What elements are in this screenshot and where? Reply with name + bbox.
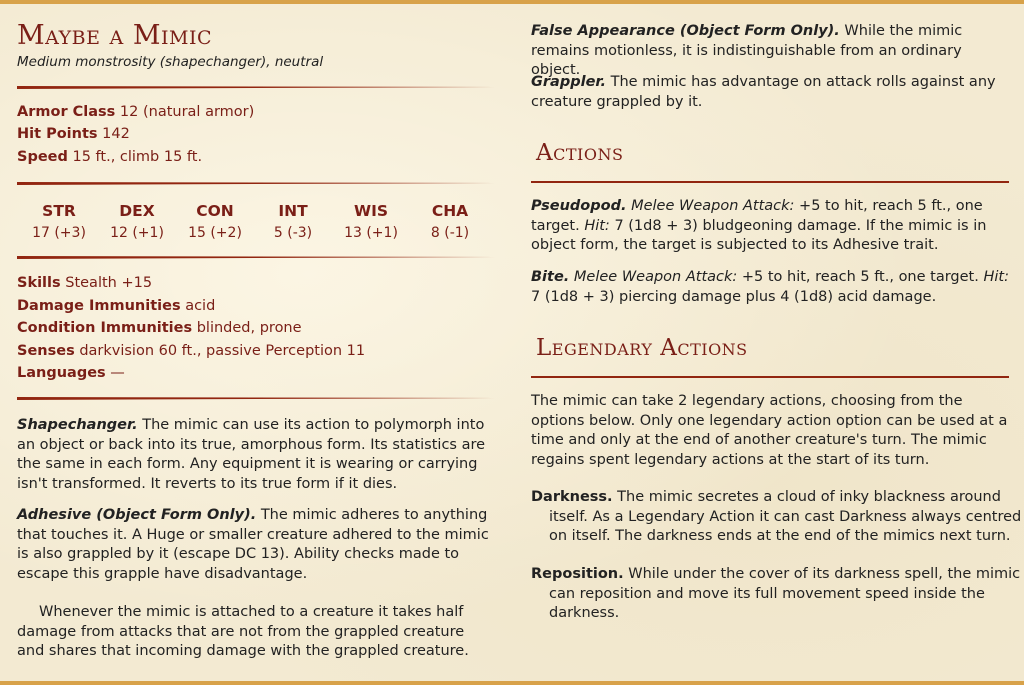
top-border — [0, 0, 1024, 4]
hit-points: Hit Points 142 — [17, 126, 130, 142]
condition-immunities: Condition Immunities blinded, prone — [17, 320, 302, 336]
divider — [17, 397, 495, 400]
monster-name: Maybe a Mimic — [17, 20, 213, 51]
trait-grappler: Grappler. The mimic has advantage on attack rolls against any creature grappled by it. — [531, 74, 996, 110]
legendary-darkness: Darkness. The mimic secretes a cloud of inky blackness around itself. As a Legendary Action it can cast Darkness always centred on itself. The darkness ends at the end of the mimics next turn. — [531, 489, 1022, 544]
bottom-border — [0, 681, 1024, 685]
armor-class: Armor Class 12 (natural armor) — [17, 104, 255, 120]
ability-int: INT 5 (-3) — [273, 202, 313, 241]
damage-immunities: Damage Immunities acid — [17, 298, 216, 314]
ability-dex: DEX 12 (+1) — [110, 202, 164, 241]
ability-cha: CHA 8 (-1) — [430, 202, 470, 241]
skills: Skills Stealth +15 — [17, 275, 153, 291]
languages: Languages — — [17, 365, 125, 381]
trait-adhesive-note: Whenever the mimic is attached to a creature it takes half damage from attacks that are not from the grappled creature and shares that incoming damage with the grappled creature. — [17, 604, 469, 659]
monster-meta: Medium monstrosity (shapechanger), neutral — [17, 54, 324, 70]
ability-wis: WIS 13 (+1) — [344, 202, 398, 241]
action-pseudopod: Pseudopod. Melee Weapon Attack: +5 to hit, reach 5 ft., one target. Hit: 7 (1d8 + 3) bludgeoning damage. If the mimic is in object form, the target is subjected to its Adhesive trait. — [531, 198, 987, 253]
senses: Senses darkvision 60 ft., passive Perception 11 — [17, 343, 366, 359]
speed: Speed 15 ft., climb 15 ft. — [17, 149, 203, 165]
ability-con: CON 15 (+2) — [188, 202, 242, 241]
legendary-heading: Legendary Actions — [536, 335, 748, 361]
actions-divider — [531, 181, 1009, 183]
divider — [17, 256, 495, 259]
divider — [17, 86, 495, 89]
actions-heading: Actions — [536, 140, 624, 166]
action-bite: Bite. Melee Weapon Attack: +5 to hit, reach 5 ft., one target. Hit: 7 (1d8 + 3) piercing damage plus 4 (1d8) acid damage. — [531, 269, 1009, 305]
trait-false-appearance: False Appearance (Object Form Only). While the mimic remains motionless, it is indistinguishable from an ordinary object. — [531, 23, 963, 78]
legendary-reposition: Reposition. While under the cover of its darkness spell, the mimic can reposition and move its full movement speed inside the darkness. — [531, 566, 1021, 621]
ability-str: STR 17 (+3) — [32, 202, 86, 241]
trait-shapechanger: Shapechanger. The mimic can use its action to polymorph into an object or back into its true, amorphous form. Its statistics are the same in each form. Any equipment it is wearing or carrying isn't transformed. It reverts to its true form if it dies. — [17, 417, 486, 492]
legendary-divider — [531, 376, 1009, 378]
legendary-intro: The mimic can take 2 legendary actions, choosing from the options below. Only one legendary action option can be used at a time and only at the end of another creature's turn. The mimic regains spent legendary actions at the start of its turn. — [531, 393, 1008, 468]
trait-adhesive: Adhesive (Object Form Only). The mimic adheres to anything that touches it. A Huge or smaller creature adhered to the mimic is also grappled by it (escape DC 13). Ability checks made to escape this grapple have disadvantage. — [17, 507, 489, 582]
divider — [17, 182, 495, 185]
